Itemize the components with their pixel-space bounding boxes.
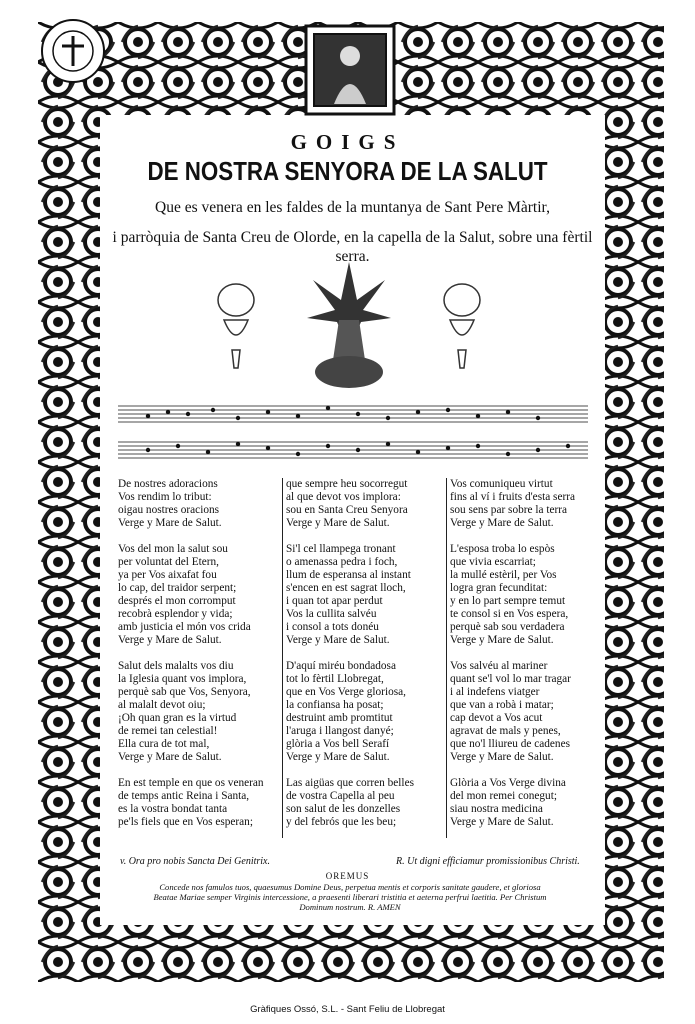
stanza xyxy=(118,478,278,530)
verse-line: Verge y Mare de Salut. xyxy=(450,751,554,763)
verse-line: Vos la cullita salvéu xyxy=(286,608,377,620)
verse-line: del mon remei conegut; xyxy=(450,790,557,802)
verse-line: sou sens par sobre la terra xyxy=(450,504,568,516)
verse-line: o amenassa pedra i foch, xyxy=(286,556,398,568)
verse-line: destruint amb promtitut xyxy=(286,712,393,724)
verse-line: després el mon corromput xyxy=(118,595,236,607)
verse-line: y en lo part sempre temut xyxy=(450,595,566,607)
verse-line: que sempre heu socorregut xyxy=(286,478,408,490)
verse-line: y del febrós que les beu; xyxy=(286,816,397,828)
parish-seal-icon xyxy=(40,18,106,84)
stanza xyxy=(286,777,446,829)
verse-line: Vos salvéu al mariner xyxy=(450,660,548,672)
verse-line: glòria a Vos bell Serafí xyxy=(286,738,390,750)
subtitle-line-2: i parròquia de Santa Creu de Olorde, en la capella de la Salut, sobre una fèrtil serra. xyxy=(112,229,593,265)
stanza xyxy=(118,660,278,764)
prayer xyxy=(150,882,550,912)
verse-line: al malalt devot oiu; xyxy=(118,699,206,711)
verse-line: recobrà esplendor y vida; xyxy=(118,608,233,620)
prayer-line: Beatae Mariae semper Virginis intercessione, a praesenti liberari tristitia et aeterna perfrui laetitia. Per Christum xyxy=(153,892,547,902)
verse-line: cap devot a Vos acut xyxy=(450,712,543,724)
verse-line: la mullé estèril, per Vos xyxy=(450,569,557,581)
verse-line: i consol a tots donéu xyxy=(286,621,379,633)
verse-line: Verge y Mare de Salut. xyxy=(118,751,222,763)
verse-line: amb justicia el món vos crida xyxy=(118,621,251,633)
verse-line: i quan tot apar perdut xyxy=(286,595,383,607)
verse-line: Vos comuniqueu virtut xyxy=(450,478,553,490)
verse-line: En est temple en que os veneran xyxy=(118,777,264,789)
virgin-statue-icon xyxy=(305,260,393,390)
verse-line: Verge y Mare de Salut. xyxy=(450,816,554,828)
response: R. Ut digni efficiamur promissionibus Christi. xyxy=(396,856,580,867)
stanza xyxy=(450,660,610,764)
prayer-line: Dominum nostrum. R. AMEN xyxy=(299,902,401,912)
verse-line: Verge y Mare de Salut. xyxy=(286,517,390,529)
verse-line: Si'l cel llampega tronant xyxy=(286,543,396,555)
flower-vase-right-icon xyxy=(438,280,486,370)
stanza xyxy=(118,777,278,829)
verse-line: perquè sab que Vos, Senyora, xyxy=(118,686,251,698)
stanza xyxy=(450,543,610,647)
goigs-heading: GOIGS xyxy=(290,130,405,154)
verse-line: Vos del mon la salut sou xyxy=(118,543,228,555)
verse-line: l'aruga i llangost danyé; xyxy=(286,725,394,737)
verse-line: Verge y Mare de Salut. xyxy=(450,634,554,646)
verse-line: D'aquí miréu bondadosa xyxy=(286,660,396,672)
verse-line: Verge y Mare de Salut. xyxy=(450,517,554,529)
verse-line: lo cap, del traidor serpent; xyxy=(118,582,237,594)
verse-line: de vostra Capella al peu xyxy=(286,790,395,802)
verse-column-3 xyxy=(450,478,610,842)
flower-vase-left-icon xyxy=(212,280,260,370)
verse-line: sou en Santa Creu Senyora xyxy=(286,504,408,516)
stanza xyxy=(450,777,610,829)
verse-line: ¡Oh quan gran es la virtud xyxy=(118,712,237,724)
verse-line: perquè sab sou verdadera xyxy=(450,621,565,633)
verse-line: Verge y Mare de Salut. xyxy=(118,517,222,529)
verse-line: de temps antic Reina i Santa, xyxy=(118,790,250,802)
verse-line: i al indefens viatger xyxy=(450,686,540,698)
verse-line: la confiansa ha posat; xyxy=(286,699,384,711)
verse-line: logra gran fecunditat: xyxy=(450,582,548,594)
verse-line: Salut dels malalts vos diu xyxy=(118,660,234,672)
verse-line: agravat de mals y penes, xyxy=(450,725,561,737)
verse-line: pe'ls fiels que en Vos esperan; xyxy=(118,816,253,828)
verse-line: ya per Vos aixafat fou xyxy=(118,569,217,581)
stanza xyxy=(118,543,278,647)
stanza xyxy=(450,478,610,530)
stanza xyxy=(286,478,446,530)
stanza xyxy=(286,660,446,764)
verse-line: es la vostra bondat tanta xyxy=(118,803,228,815)
versicle: v. Ora pro nobis Sancta Dei Genitrix. xyxy=(120,856,270,867)
verse-line: Vos rendim lo tribut: xyxy=(118,491,212,503)
verse-line: la Iglesia quant vos implora, xyxy=(118,673,247,685)
verse-line: Glòria a Vos Verge divina xyxy=(450,777,566,789)
oremus-heading: OREMUS xyxy=(325,871,370,881)
verse-line: al que devot vos implora: xyxy=(286,491,401,503)
verse-line: De nostres adoracions xyxy=(118,478,218,490)
subtitle-line-1: Que es venera en les faldes de la muntanya de Sant Pere Màrtir, xyxy=(155,199,550,216)
music-score xyxy=(118,400,588,470)
verse-line: que en Vos Verge gloriosa, xyxy=(286,686,406,698)
stanza xyxy=(286,543,446,647)
verse-line: oigau nostres oracions xyxy=(118,504,220,516)
verse-line: te consol si en Vos espera, xyxy=(450,608,569,620)
verse-line: que no'l lliureu de cadenes xyxy=(450,738,570,750)
verse-line: son salut de les donzelles xyxy=(286,803,401,815)
verse-line: siau nostra medicina xyxy=(450,803,543,815)
verse-line: Ella cura de tot mal, xyxy=(118,738,210,750)
prayer-line: Concede nos famulos tuos, quaesumus Domine Deus, perpetua mentis et corporis sanitate gaudere, et gloriosa xyxy=(159,882,541,892)
verse-line: llum de esperansa al instant xyxy=(286,569,411,581)
verse-line: Verge y Mare de Salut. xyxy=(118,634,222,646)
verse-line: de remei tan celestial! xyxy=(118,725,218,737)
verse-line: que van a robà i matar; xyxy=(450,699,554,711)
verse-column-2 xyxy=(282,478,447,838)
page-title: DE NOSTRA SENYORA DE LA SALUT xyxy=(147,156,548,186)
verse-line: Las aigüas que corren belles xyxy=(286,777,414,789)
verse-line: L'esposa troba lo espòs xyxy=(450,543,555,555)
verse-line: s'encen en est sagrat lloch, xyxy=(286,582,406,594)
verse-line: per voluntat del Etern, xyxy=(118,556,220,568)
verse-line: que vivia escarriat; xyxy=(450,556,536,568)
verse-line: quant se'l vol lo mar tragar xyxy=(450,673,571,685)
verse-line: fins al ví i fruits d'esta serra xyxy=(450,491,576,503)
verse-line: Verge y Mare de Salut. xyxy=(286,634,390,646)
verse-line: tot lo fèrtil Llobregat, xyxy=(286,673,384,685)
saint-medallion-icon xyxy=(304,24,396,116)
verse-line: Verge y Mare de Salut. xyxy=(286,751,390,763)
printer-footer: Gràfiques Ossó, S.L. - Sant Feliu de Llobregat xyxy=(250,1004,445,1015)
verse-column-1 xyxy=(118,478,278,842)
